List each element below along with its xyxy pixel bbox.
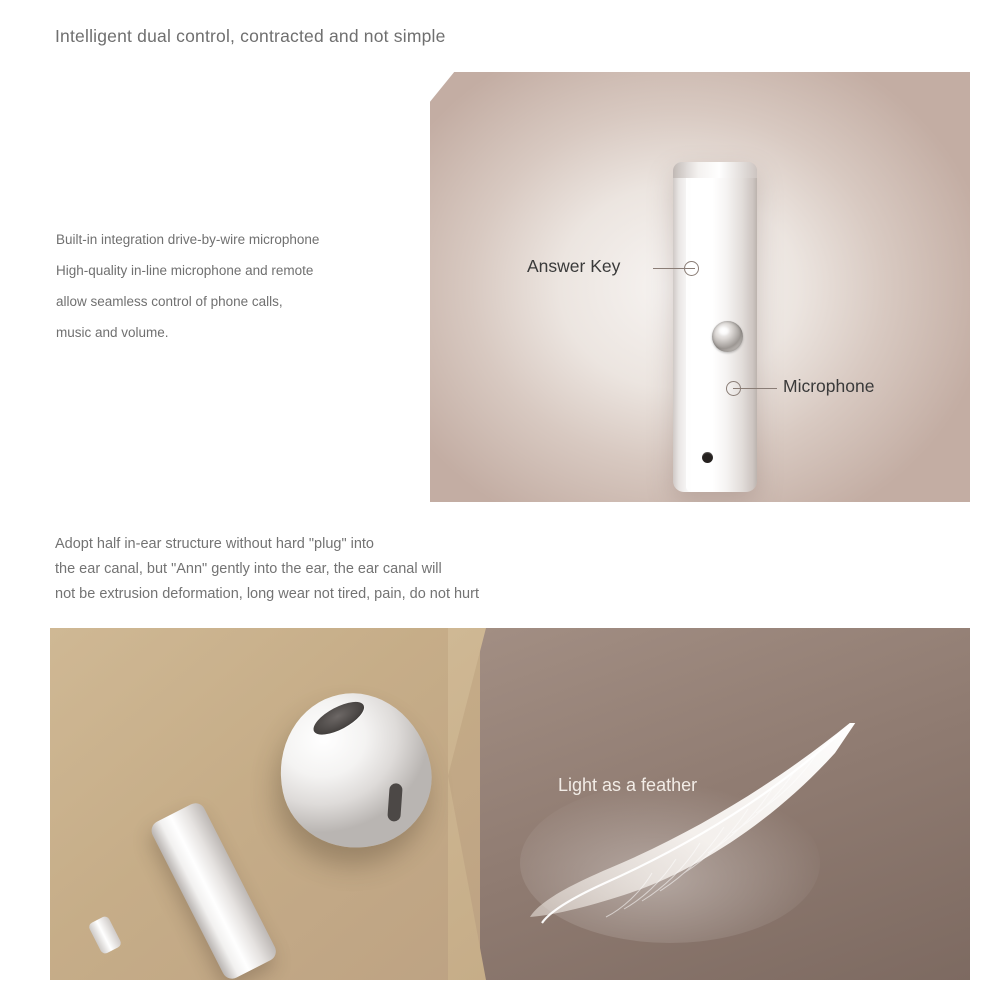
- half-in-ear-description: [55, 532, 479, 607]
- feature-description-line-3: allow seamless control of phone calls,: [56, 294, 283, 309]
- feature-description-line-2: High-quality in-line microphone and remote: [56, 263, 314, 278]
- page-headline: Intelligent dual control, contracted and not simple: [55, 26, 446, 46]
- half-in-ear-line-3: not be extrusion deformation, long wear not tired, pain, do not hurt: [55, 586, 479, 602]
- feather-svg: [520, 723, 860, 953]
- feather-icon: [520, 723, 860, 953]
- microphone-label: Microphone: [783, 376, 875, 396]
- answer-key-label: Answer Key: [527, 256, 621, 276]
- microphone-leader-line: [733, 388, 777, 389]
- earbud-vent-slot: [387, 783, 403, 822]
- answer-button-icon: [712, 321, 743, 352]
- pod-top-highlight: [673, 162, 757, 178]
- earbud-sound-port: [309, 695, 369, 741]
- feature-description-line-1: Built-in integration drive-by-wire microphone: [56, 232, 320, 247]
- inline-control-pod: [673, 162, 757, 492]
- section-divider: [0, 515, 1000, 516]
- feature-description-line-4: music and volume.: [56, 325, 169, 340]
- microphone-hole-icon: [702, 452, 713, 463]
- control-pod-photo: [430, 72, 970, 502]
- answer-key-leader-line: [653, 268, 695, 269]
- feature-description: [56, 224, 319, 348]
- half-in-ear-line-2: the ear canal, but "Ann" gently into the ear, the ear canal will: [55, 561, 442, 577]
- earbud-feather-photo: [50, 628, 970, 980]
- half-in-ear-line-1: Adopt half in-ear structure without hard "plug" into: [55, 536, 374, 552]
- feather-caption: Light as a feather: [558, 775, 698, 795]
